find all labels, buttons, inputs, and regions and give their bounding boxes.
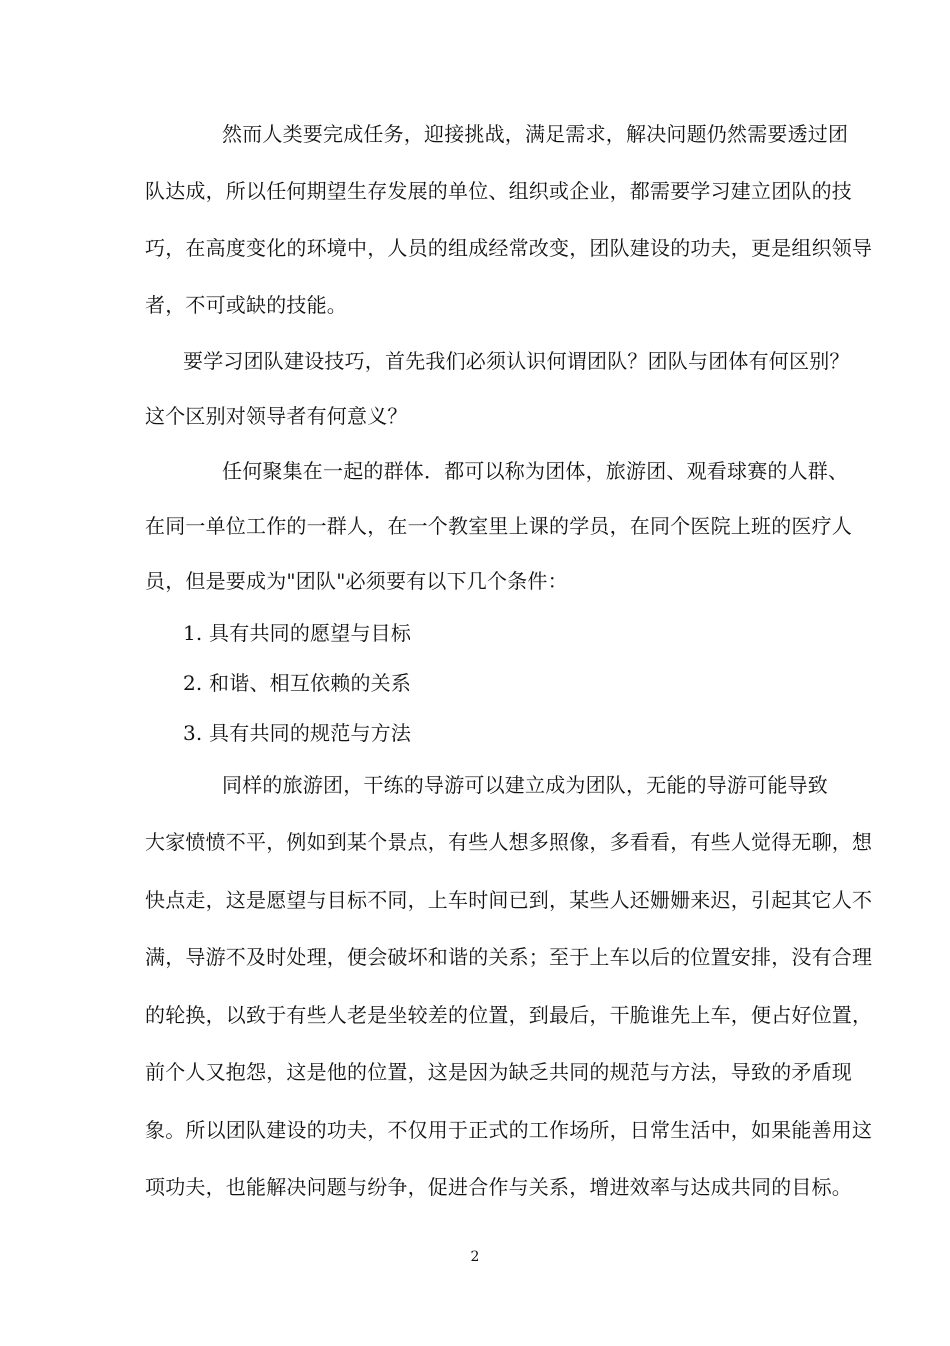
paragraph-4-line-3: 快点走，这是愿望与目标不同，上车时间已到，某些人还姗姗来迟，引起其它人不 xyxy=(145,888,873,912)
paragraph-4-line-4: 满，导游不及时处理，便会破坏和谐的关系；至于上车以后的位置安排，没有合理 xyxy=(145,945,873,969)
paragraph-1-line-4: 者，不可或缺的技能。 xyxy=(145,293,347,317)
page-number: 2 xyxy=(470,1249,480,1265)
paragraph-2-line-2: 这个区别对领导者有何意义？ xyxy=(145,404,408,428)
paragraph-4-line-8: 项功夫，也能解决问题与纷争，促进合作与关系，增进效率与达成共同的目标。 xyxy=(145,1175,852,1199)
paragraph-3-line-2: 在同一单位工作的一群人，在一个教室里上课的学员，在同个医院上班的医疗人 xyxy=(145,514,852,538)
paragraph-1-line-1: 然而人类要完成任务，迎接挑战，满足需求，解决问题仍然需要透过团 xyxy=(222,122,849,146)
paragraph-2-line-1: 要学习团队建设技巧，首先我们必须认识何谓团队？团队与团体有何区别？ xyxy=(183,349,850,373)
paragraph-4-line-1: 同样的旅游团，干练的导游可以建立成为团队，无能的导游可能导致 xyxy=(222,773,828,797)
paragraph-1-line-3: 巧，在高度变化的环境中，人员的组成经常改变，团队建设的功夫，更是组织领导 xyxy=(145,236,873,260)
list-item-1: 1. 具有共同的愿望与目标 xyxy=(183,621,412,645)
paragraph-4-line-6: 前个人又抱怨，这是他的位置，这是因为缺乏共同的规范与方法，导致的矛盾现 xyxy=(145,1060,852,1084)
paragraph-4-line-5: 的轮换，以致于有些人老是坐较差的位置，到最后，干脆谁先上车，便占好位置， xyxy=(145,1003,873,1027)
paragraph-4-line-7: 象。所以团队建设的功夫，不仅用于正式的工作场所，日常生活中，如果能善用这 xyxy=(145,1118,873,1142)
paragraph-1-line-2: 队达成，所以任何期望生存发展的单位、组织或企业，都需要学习建立团队的技 xyxy=(145,179,852,203)
list-item-2: 2. 和谐、相互依赖的关系 xyxy=(183,671,412,695)
paragraph-3-line-1: 任何聚集在一起的群体．都可以称为团体，旅游团、观看球赛的人群、 xyxy=(222,459,849,483)
list-item-3: 3. 具有共同的规范与方法 xyxy=(183,721,412,745)
paragraph-4-line-2: 大家愤愤不平，例如到某个景点，有些人想多照像，多看看，有些人觉得无聊，想 xyxy=(145,830,873,854)
paragraph-3-line-3: 员，但是要成为"团队"必须要有以下几个条件： xyxy=(145,569,568,593)
